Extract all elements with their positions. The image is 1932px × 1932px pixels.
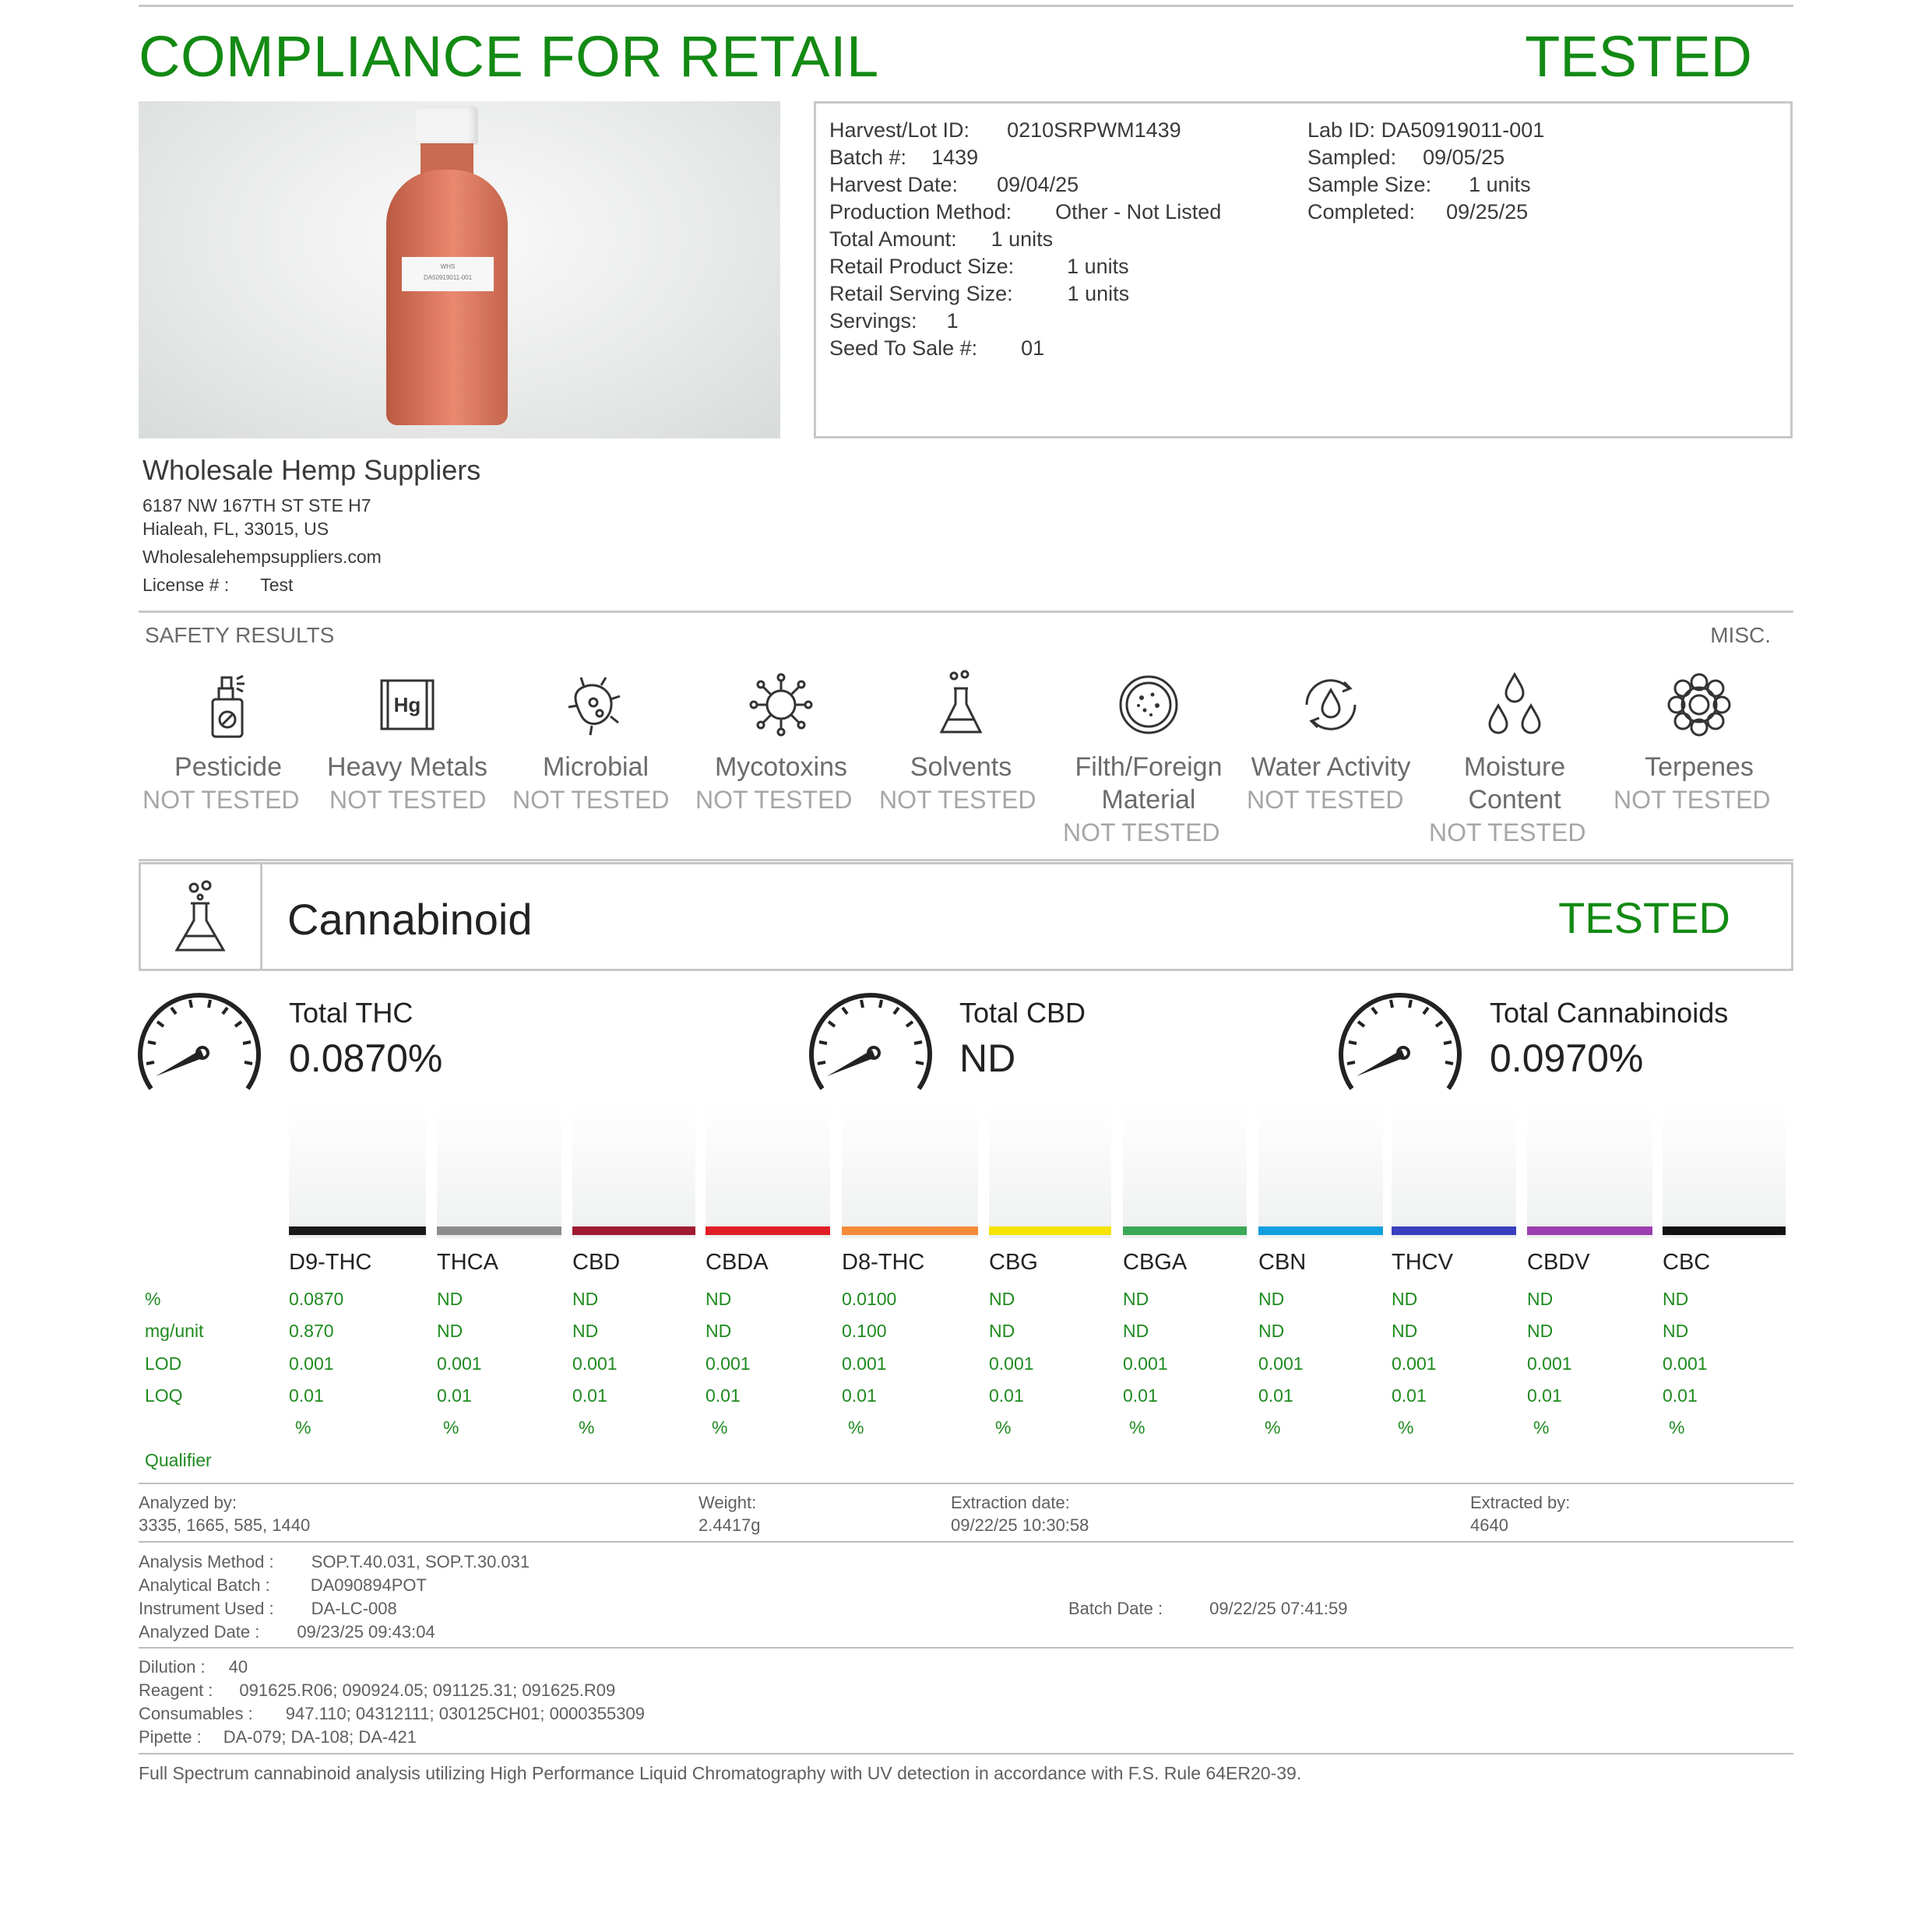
extracted-by-label: Extracted by: bbox=[1470, 1493, 1571, 1512]
divider-note bbox=[139, 1753, 1793, 1754]
dilution: Dilution : 40 bbox=[139, 1657, 248, 1677]
safety-status: NOT TESTED bbox=[1429, 818, 1586, 846]
safety-item-microbial bbox=[510, 670, 681, 816]
company-address-line1: 6187 NW 167TH ST STE H7 bbox=[143, 495, 371, 516]
cell-loq: 0.01 bbox=[289, 1385, 324, 1406]
cell-unit: % bbox=[995, 1417, 1012, 1438]
divider-analysis bbox=[139, 1483, 1793, 1484]
cell-percent: ND bbox=[1663, 1289, 1689, 1309]
extracted-by-value: 4640 bbox=[1470, 1515, 1508, 1535]
safety-item-terpenes bbox=[1614, 670, 1785, 816]
microbe-icon bbox=[561, 670, 631, 740]
info-harvest-lot: Harvest/Lot ID: 0210SRPWM1439 bbox=[829, 118, 1181, 142]
cell-loq: 0.01 bbox=[1123, 1385, 1158, 1406]
cannabinoid-status: TESTED bbox=[1558, 893, 1730, 942]
safety-name: Moisture Content bbox=[1463, 752, 1566, 815]
info-total-amount: Total Amount: 1 units bbox=[829, 227, 1054, 251]
row-label-loq: LOQ bbox=[145, 1385, 183, 1406]
cell-unit: % bbox=[712, 1417, 728, 1438]
company-license: License # : Test bbox=[143, 575, 294, 595]
cell-lod: 0.001 bbox=[989, 1353, 1034, 1374]
analyte-swatch-box bbox=[1123, 1104, 1247, 1238]
cell-mg-unit: 0.100 bbox=[842, 1321, 887, 1341]
cell-lod: 0.001 bbox=[1258, 1353, 1304, 1374]
info-harvest-date: Harvest Date: 09/04/25 bbox=[829, 173, 1079, 196]
analyte-name: D8-THC bbox=[842, 1250, 925, 1275]
safety-name: Microbial bbox=[542, 752, 649, 782]
cell-mg-unit: ND bbox=[1123, 1321, 1149, 1341]
cell-mg-unit: ND bbox=[989, 1321, 1015, 1341]
info-seed-to-sale: Seed To Sale #: 01 bbox=[829, 336, 1045, 360]
analyte-swatch-box bbox=[1663, 1104, 1786, 1238]
safety-name: Heavy Metals bbox=[327, 752, 487, 782]
analyte-swatch-box bbox=[289, 1104, 426, 1238]
analyte-name: CBG bbox=[989, 1250, 1038, 1275]
extraction-date-label: Extraction date: bbox=[951, 1493, 1070, 1512]
gauge-icon bbox=[1336, 986, 1464, 1092]
cell-loq: 0.01 bbox=[842, 1385, 877, 1406]
analyte-color-bar bbox=[1258, 1226, 1383, 1235]
safety-name: Terpenes bbox=[1645, 752, 1754, 782]
spray-bottle-icon bbox=[193, 670, 263, 740]
spore-icon bbox=[746, 670, 816, 740]
cell-percent: ND bbox=[437, 1289, 463, 1309]
bottle-label-line1: WHS bbox=[440, 263, 456, 270]
analyte-swatch-box bbox=[437, 1104, 561, 1238]
safety-item-mycotoxins bbox=[695, 670, 867, 816]
safety-item-pesticide bbox=[143, 670, 314, 816]
cell-loq: 0.01 bbox=[1392, 1385, 1427, 1406]
page-title: COMPLIANCE FOR RETAIL bbox=[139, 24, 879, 89]
section-divider-safety bbox=[139, 611, 1793, 613]
analyzed-by-value: 3335, 1665, 585, 1440 bbox=[139, 1515, 311, 1535]
analyte-color-bar bbox=[1663, 1226, 1786, 1235]
analyte-swatch-box bbox=[1258, 1104, 1383, 1238]
cell-loq: 0.01 bbox=[706, 1385, 741, 1406]
weight-label: Weight: bbox=[699, 1493, 757, 1512]
cell-lod: 0.001 bbox=[842, 1353, 887, 1374]
cell-percent: ND bbox=[1258, 1289, 1285, 1309]
cell-loq: 0.01 bbox=[1527, 1385, 1562, 1406]
info-batch: Batch #: 1439 bbox=[829, 146, 979, 169]
safety-name: Solvents bbox=[910, 752, 1012, 782]
droplets-icon bbox=[1480, 670, 1550, 740]
cell-mg-unit: ND bbox=[437, 1321, 463, 1341]
weight-value: 2.4417g bbox=[699, 1515, 761, 1535]
cell-unit: % bbox=[1669, 1417, 1685, 1438]
safety-name: Mycotoxins bbox=[714, 752, 848, 782]
cell-loq: 0.01 bbox=[1258, 1385, 1293, 1406]
method-note: Full Spectrum cannabinoid analysis utilizing High Performance Liquid Chromatography with UV detection in accordance with F.S. Rule 64ER20-39. bbox=[139, 1763, 1302, 1783]
analyte-color-bar bbox=[842, 1226, 978, 1235]
safety-status: NOT TESTED bbox=[1063, 818, 1220, 846]
row-label-mg-unit: mg/unit bbox=[145, 1321, 204, 1341]
safety-item-filth bbox=[1063, 670, 1234, 849]
info-lab-id: Lab ID: DA50919011-001 bbox=[1307, 118, 1545, 142]
divider-reagents bbox=[139, 1647, 1793, 1649]
flask-icon bbox=[926, 670, 996, 740]
analytical-batch: Analytical Batch : DA090894POT bbox=[139, 1575, 427, 1595]
info-completed: Completed: 09/25/25 bbox=[1307, 200, 1529, 223]
analyzed-date: Analyzed Date : 09/23/25 09:43:04 bbox=[139, 1622, 435, 1642]
water-cycle-icon bbox=[1296, 670, 1366, 740]
cell-lod: 0.001 bbox=[1663, 1353, 1708, 1374]
analyte-name: THCV bbox=[1392, 1250, 1453, 1275]
analyte-color-bar bbox=[289, 1226, 426, 1235]
analyte-name: CBDV bbox=[1527, 1250, 1590, 1275]
total-cbd-value: ND bbox=[959, 1036, 1016, 1080]
safety-status: NOT TESTED bbox=[329, 786, 487, 814]
safety-status: NOT TESTED bbox=[695, 786, 853, 814]
info-retail-product-size: Retail Product Size: 1 units bbox=[829, 255, 1129, 278]
bottle-label-line2: DA50919011-001 bbox=[423, 274, 473, 281]
analyte-name: D9-THC bbox=[289, 1250, 372, 1275]
safety-status: NOT TESTED bbox=[143, 786, 300, 814]
analyte-color-bar bbox=[437, 1226, 561, 1235]
safety-status: NOT TESTED bbox=[879, 786, 1036, 814]
petri-dish-icon bbox=[1114, 670, 1184, 740]
total-cannabinoids-label: Total Cannabinoids bbox=[1490, 997, 1729, 1029]
info-sampled: Sampled: 09/05/25 bbox=[1307, 146, 1505, 169]
analyte-color-bar bbox=[1123, 1226, 1247, 1235]
cell-mg-unit: ND bbox=[1527, 1321, 1554, 1341]
cell-loq: 0.01 bbox=[437, 1385, 472, 1406]
safety-status: NOT TESTED bbox=[1247, 786, 1404, 814]
top-divider bbox=[139, 5, 1793, 7]
bottle-label bbox=[402, 257, 494, 291]
safety-status: NOT TESTED bbox=[512, 786, 670, 814]
analyte-color-bar bbox=[706, 1226, 830, 1235]
cell-unit: % bbox=[1129, 1417, 1145, 1438]
cell-percent: ND bbox=[1123, 1289, 1149, 1309]
analyte-swatch-box bbox=[842, 1104, 978, 1238]
analyte-swatch-box bbox=[1392, 1104, 1516, 1238]
analyte-name: CBDA bbox=[706, 1250, 769, 1275]
cell-lod: 0.001 bbox=[1527, 1353, 1572, 1374]
cell-lod: 0.001 bbox=[1123, 1353, 1168, 1374]
analyte-color-bar bbox=[1527, 1226, 1652, 1235]
analyte-color-bar bbox=[572, 1226, 695, 1235]
analyte-name: CBN bbox=[1258, 1250, 1307, 1275]
cannabinoid-header-divider bbox=[260, 864, 262, 969]
analyte-name: CBC bbox=[1663, 1250, 1711, 1275]
company-name: Wholesale Hemp Suppliers bbox=[143, 454, 481, 486]
analyte-swatch-box bbox=[572, 1104, 695, 1238]
safety-name: Water Activity bbox=[1251, 752, 1411, 782]
cell-loq: 0.01 bbox=[989, 1385, 1024, 1406]
mercury-icon bbox=[372, 670, 442, 740]
cell-mg-unit: ND bbox=[706, 1321, 732, 1341]
cell-unit: % bbox=[295, 1417, 311, 1438]
overall-status: TESTED bbox=[1525, 24, 1752, 89]
cell-unit: % bbox=[579, 1417, 595, 1438]
cell-mg-unit: 0.870 bbox=[289, 1321, 334, 1341]
cell-unit: % bbox=[1533, 1417, 1550, 1438]
safety-name: Filth/Foreign Material bbox=[1075, 752, 1223, 815]
cell-percent: ND bbox=[572, 1289, 599, 1309]
bottle-cap bbox=[416, 106, 478, 145]
safety-results-label: SAFETY RESULTS bbox=[145, 623, 335, 647]
cannabinoid-title: Cannabinoid bbox=[287, 895, 533, 944]
safety-item-heavy-metals bbox=[322, 670, 493, 816]
safety-status: NOT TESTED bbox=[1614, 786, 1771, 814]
consumables: Consumables : 947.110; 04312111; 030125CH01; 0000355309 bbox=[139, 1704, 645, 1723]
info-retail-serving-size: Retail Serving Size: 1 units bbox=[829, 282, 1130, 305]
batch-date: Batch Date : 09/22/25 07:41:59 bbox=[1068, 1599, 1348, 1618]
cell-loq: 0.01 bbox=[1663, 1385, 1698, 1406]
analyzed-by-label: Analyzed by: bbox=[139, 1493, 237, 1512]
total-thc-value: 0.0870% bbox=[289, 1036, 443, 1080]
info-servings: Servings: 1 bbox=[829, 309, 959, 333]
analyte-name: THCA bbox=[437, 1250, 498, 1275]
cell-percent: ND bbox=[989, 1289, 1015, 1309]
analyte-swatch-box bbox=[1527, 1104, 1652, 1238]
analysis-method: Analysis Method : SOP.T.40.031, SOP.T.30.031 bbox=[139, 1552, 530, 1571]
safety-item-moisture bbox=[1429, 670, 1600, 849]
cell-percent: ND bbox=[706, 1289, 732, 1309]
analyte-swatch-box bbox=[706, 1104, 830, 1238]
row-label-percent: % bbox=[145, 1289, 161, 1309]
row-label-lod: LOD bbox=[145, 1353, 182, 1374]
cell-lod: 0.001 bbox=[289, 1353, 334, 1374]
analyte-name: CBD bbox=[572, 1250, 621, 1275]
analyte-color-bar bbox=[989, 1226, 1111, 1235]
total-cbd-label: Total CBD bbox=[959, 997, 1086, 1029]
section-divider-cannabinoid bbox=[139, 859, 1793, 861]
cell-lod: 0.001 bbox=[1392, 1353, 1437, 1374]
safety-item-water-activity bbox=[1245, 670, 1416, 816]
cell-lod: 0.001 bbox=[572, 1353, 618, 1374]
cell-percent: 0.0100 bbox=[842, 1289, 897, 1309]
flask-icon bbox=[166, 880, 236, 958]
mercury-symbol: Hg bbox=[393, 693, 421, 716]
cell-unit: % bbox=[1265, 1417, 1281, 1438]
pipette: Pipette : DA-079; DA-108; DA-421 bbox=[139, 1727, 417, 1747]
cell-unit: % bbox=[848, 1417, 864, 1438]
cell-lod: 0.001 bbox=[706, 1353, 751, 1374]
info-sample-size: Sample Size: 1 units bbox=[1307, 173, 1531, 196]
gauge-icon bbox=[135, 986, 263, 1092]
analyte-name: CBGA bbox=[1123, 1250, 1188, 1275]
gauge-icon bbox=[807, 986, 934, 1092]
cell-mg-unit: ND bbox=[1663, 1321, 1689, 1341]
cannabinoid-header bbox=[139, 862, 1793, 971]
cell-percent: ND bbox=[1527, 1289, 1554, 1309]
flower-icon bbox=[1664, 670, 1734, 740]
sample-info-box bbox=[814, 101, 1793, 438]
cell-unit: % bbox=[443, 1417, 459, 1438]
divider-method bbox=[139, 1541, 1793, 1543]
company-address-line2: Hialeah, FL, 33015, US bbox=[143, 519, 329, 539]
cell-mg-unit: ND bbox=[1258, 1321, 1285, 1341]
cell-loq: 0.01 bbox=[572, 1385, 607, 1406]
company-website[interactable]: Wholesalehempsuppliers.com bbox=[143, 547, 382, 567]
cell-lod: 0.001 bbox=[437, 1353, 482, 1374]
cell-mg-unit: ND bbox=[572, 1321, 599, 1341]
extraction-date-value: 09/22/25 10:30:58 bbox=[951, 1515, 1089, 1535]
info-production-method: Production Method: Other - Not Listed bbox=[829, 200, 1222, 223]
cell-percent: 0.0870 bbox=[289, 1289, 344, 1309]
cell-unit: % bbox=[1398, 1417, 1414, 1438]
misc-label: MISC. bbox=[1710, 623, 1771, 647]
safety-item-solvents bbox=[875, 670, 1047, 816]
cell-percent: ND bbox=[1392, 1289, 1418, 1309]
total-cannabinoids-value: 0.0970% bbox=[1490, 1036, 1644, 1080]
cell-mg-unit: ND bbox=[1392, 1321, 1418, 1341]
analyte-color-bar bbox=[1392, 1226, 1516, 1235]
row-label-qualifier: Qualifier bbox=[145, 1450, 212, 1470]
safety-name: Pesticide bbox=[174, 752, 282, 782]
analyte-swatch-box bbox=[989, 1104, 1111, 1238]
reagent: Reagent : 091625.R06; 090924.05; 091125.31; 091625.R09 bbox=[139, 1680, 616, 1700]
bottle-body bbox=[386, 170, 508, 425]
instrument-used: Instrument Used : DA-LC-008 bbox=[139, 1599, 397, 1618]
product-photo bbox=[139, 101, 780, 438]
total-thc-label: Total THC bbox=[289, 997, 413, 1029]
